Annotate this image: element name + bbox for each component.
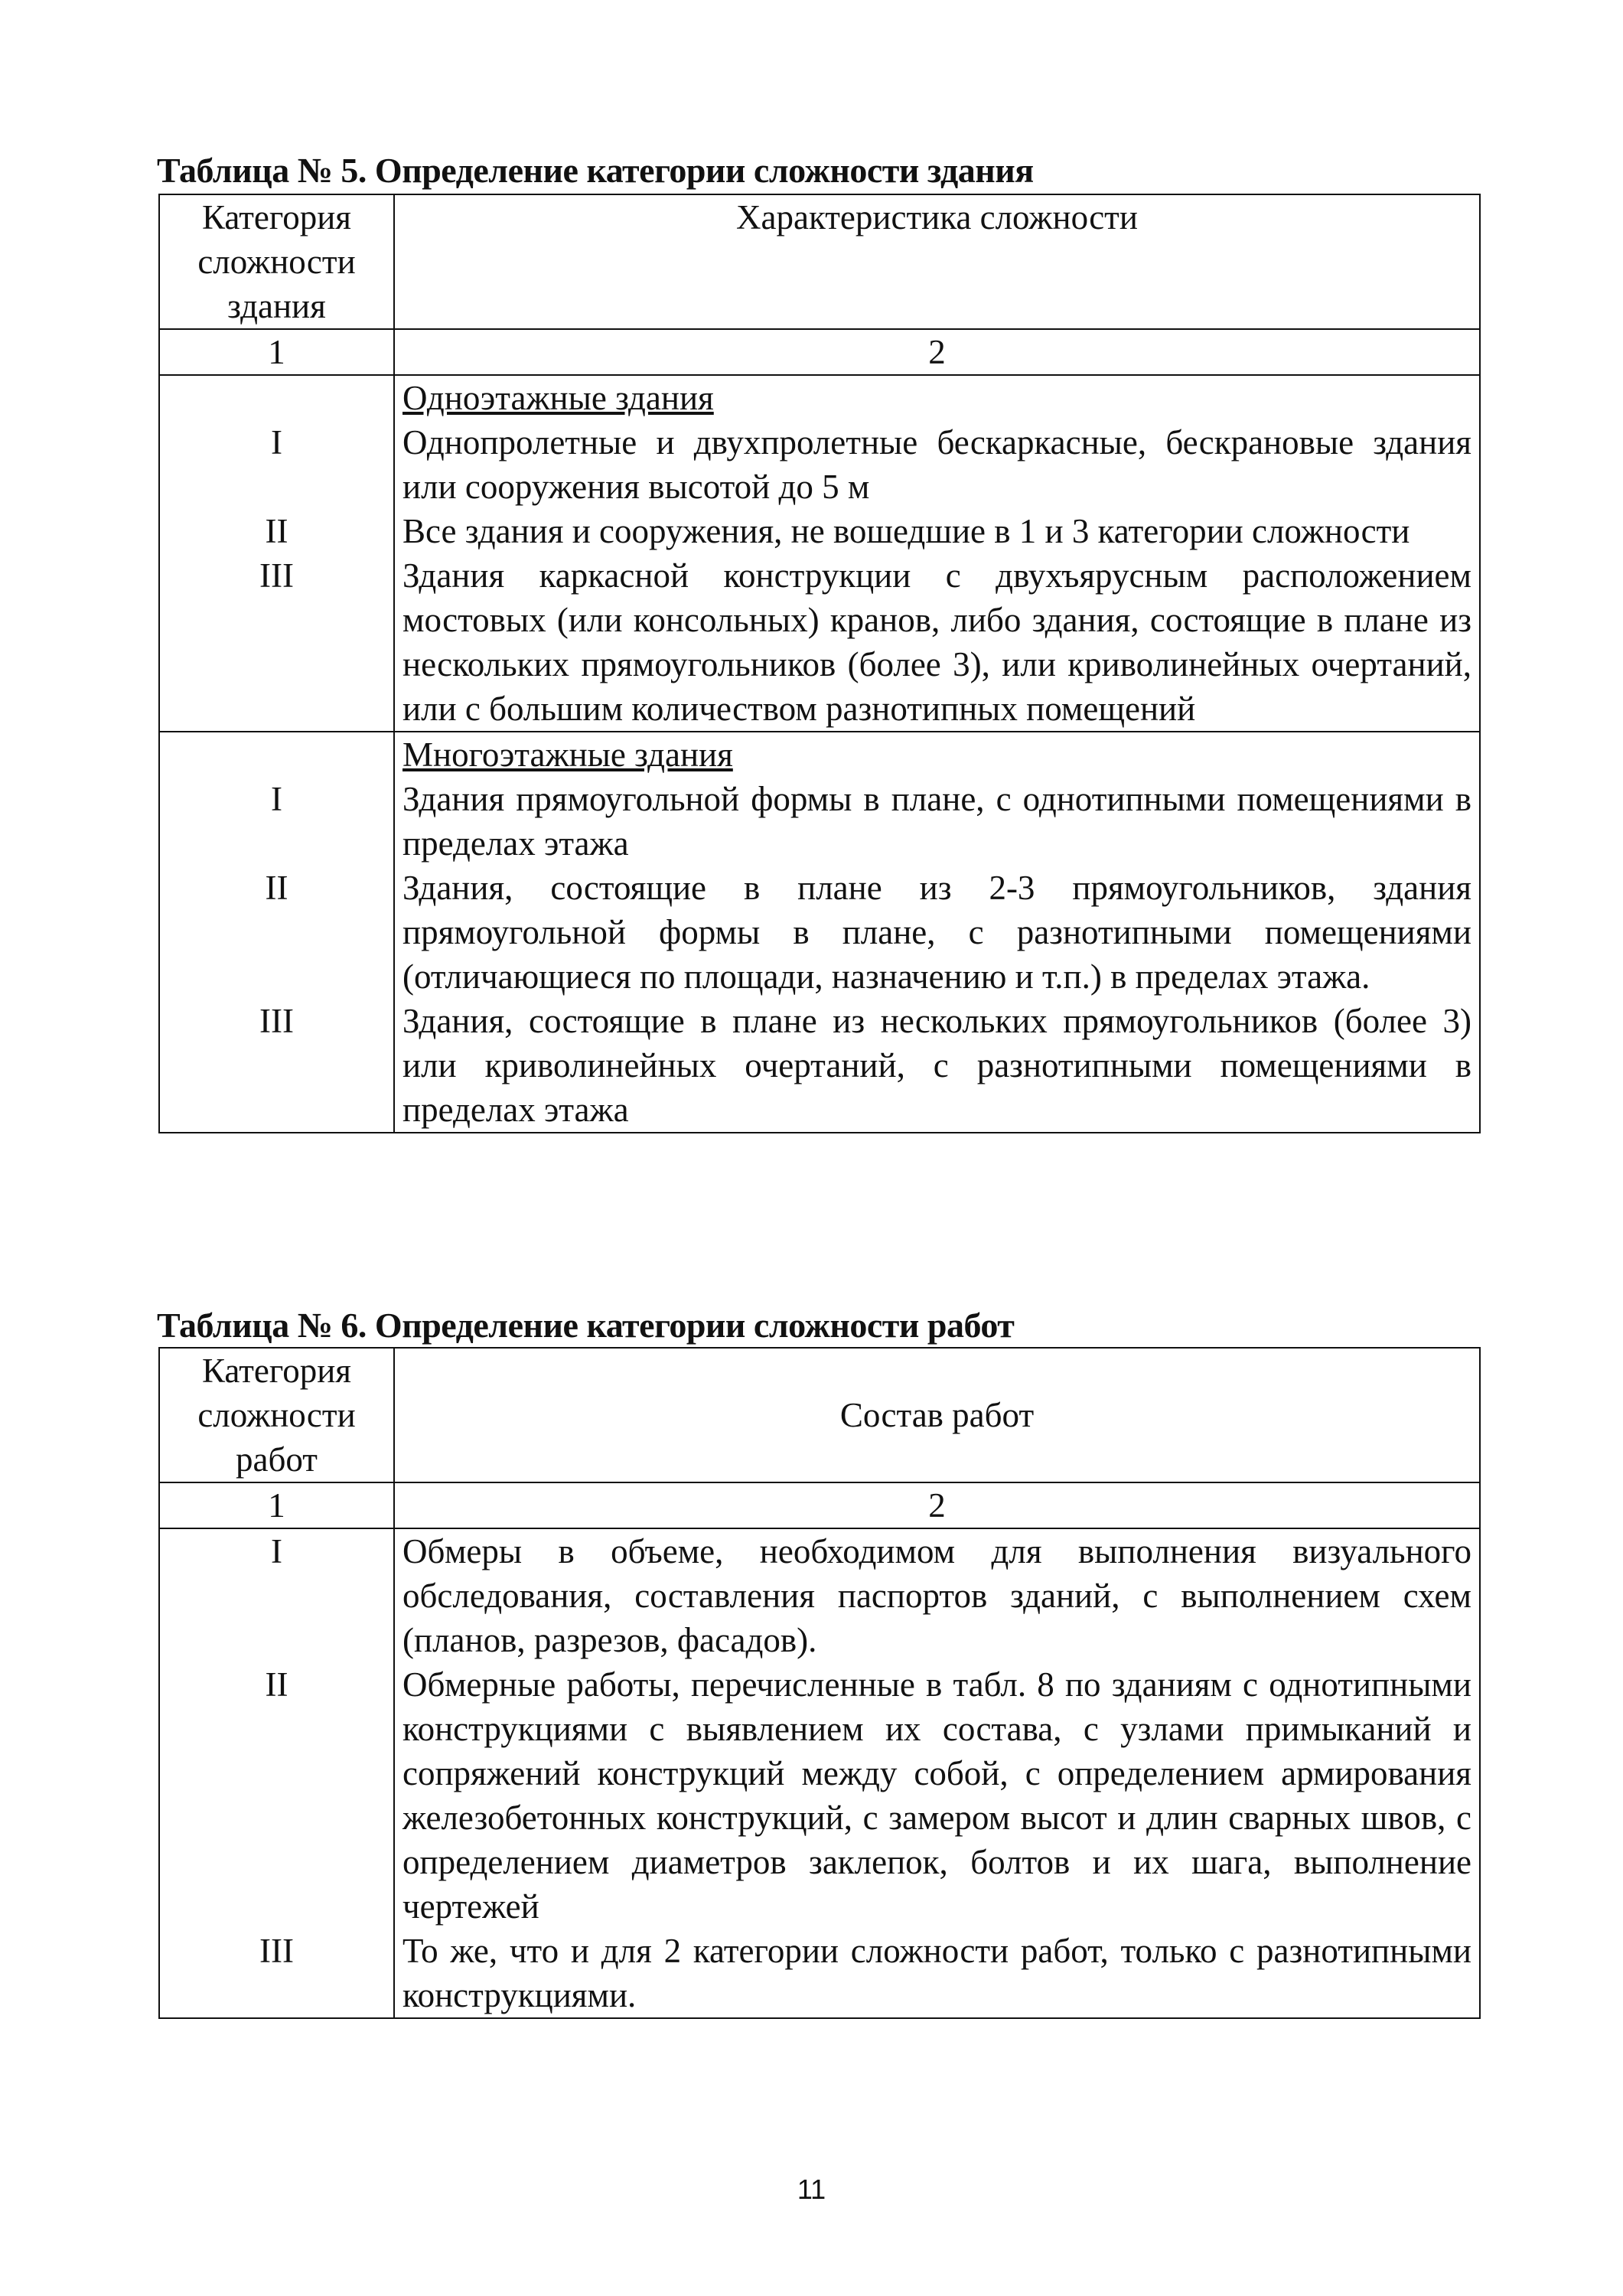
header-work-composition: Состав работ	[394, 1348, 1480, 1482]
category-label: III	[259, 1932, 294, 1970]
group-row	[159, 732, 1480, 1133]
column-number-1: 1	[159, 329, 394, 375]
category-description: Здания, состоящие в плане из 2-3 прямоугольников, здания прямоугольной формы в плане, с разнотипными помещениями (отличающиеся по площади, назначению и т.п.) в пределах этажа.	[402, 869, 1471, 996]
group-row	[159, 375, 1480, 732]
table5-building-complexity	[158, 194, 1481, 1133]
header-characteristic: Характеристика сложности	[394, 194, 1480, 329]
column-number-2: 2	[394, 1482, 1480, 1528]
category-description: То же, что и для 2 категории сложности работ, только с разнотипными конструкциями.	[402, 1932, 1471, 2014]
table6-title: Таблица № 6. Определение категории сложности работ	[157, 1306, 1015, 1345]
page-number: 11	[797, 2174, 826, 2205]
header-category: Категория сложности работ	[159, 1348, 394, 1482]
category-description: Обмерные работы, перечисленные в табл. 8 по зданиям с однотипными конструкциями с выявлением их состава, с узлами примыканий и сопряжений конструкций между собой, с определением армирования железобетонных конструкций, с замером высот и длин сварных швов, с определением диаметров заклепок, болтов и их шага, выполнение чертежей	[402, 1665, 1471, 1926]
category-description: Здания, состоящие в плане из нескольких прямоугольников (более 3) или криволинейных очертаний, с разнотипными помещениями в пределах этажа	[402, 1002, 1471, 1129]
category-description: Здания каркасной конструкции с двухъярусным расположением мостовых (или консольных) кранов, либо здания, состоящие в плане из нескольких прямоугольников (более 3), или криволинейных очертаний, или с большим количеством разнотипных помещений	[402, 556, 1471, 728]
category-label: I	[271, 780, 282, 818]
category-label: II	[265, 512, 288, 550]
category-label: II	[265, 869, 288, 907]
category-cell	[159, 1528, 394, 2018]
description-cell	[394, 375, 1480, 732]
header-category: Категория сложности здания	[159, 194, 394, 329]
category-label: II	[265, 1665, 288, 1704]
group-title: Многоэтажные здания	[402, 735, 733, 774]
category-label: III	[259, 556, 294, 595]
column-number-1: 1	[159, 1482, 394, 1528]
category-cell	[159, 732, 394, 1133]
category-cell	[159, 375, 394, 732]
category-label: III	[259, 1002, 294, 1040]
table6-work-complexity	[158, 1347, 1481, 2019]
group-title: Одноэтажные здания	[402, 379, 714, 417]
description-cell	[394, 732, 1480, 1133]
table5-title: Таблица № 5. Определение категории сложности здания	[157, 151, 1034, 190]
category-description: Однопролетные и двухпролетные бескаркасные, бескрановые здания или сооружения высотой до 5 м	[402, 423, 1471, 506]
category-label: I	[271, 1532, 282, 1570]
category-description: Здания прямоугольной формы в плане, с однотипными помещениями в пределах этажа	[402, 780, 1471, 863]
category-label: I	[271, 423, 282, 461]
group-row	[159, 1528, 1480, 2018]
category-description: Обмеры в объеме, необходимом для выполнения визуального обследования, составления паспортов зданий, с выполнением схем (планов, разрезов, фасадов).	[402, 1532, 1471, 1659]
column-number-2: 2	[394, 329, 1480, 375]
description-cell	[394, 1528, 1480, 2018]
category-description: Все здания и сооружения, не вошедшие в 1 и 3 категории сложности	[402, 512, 1410, 550]
